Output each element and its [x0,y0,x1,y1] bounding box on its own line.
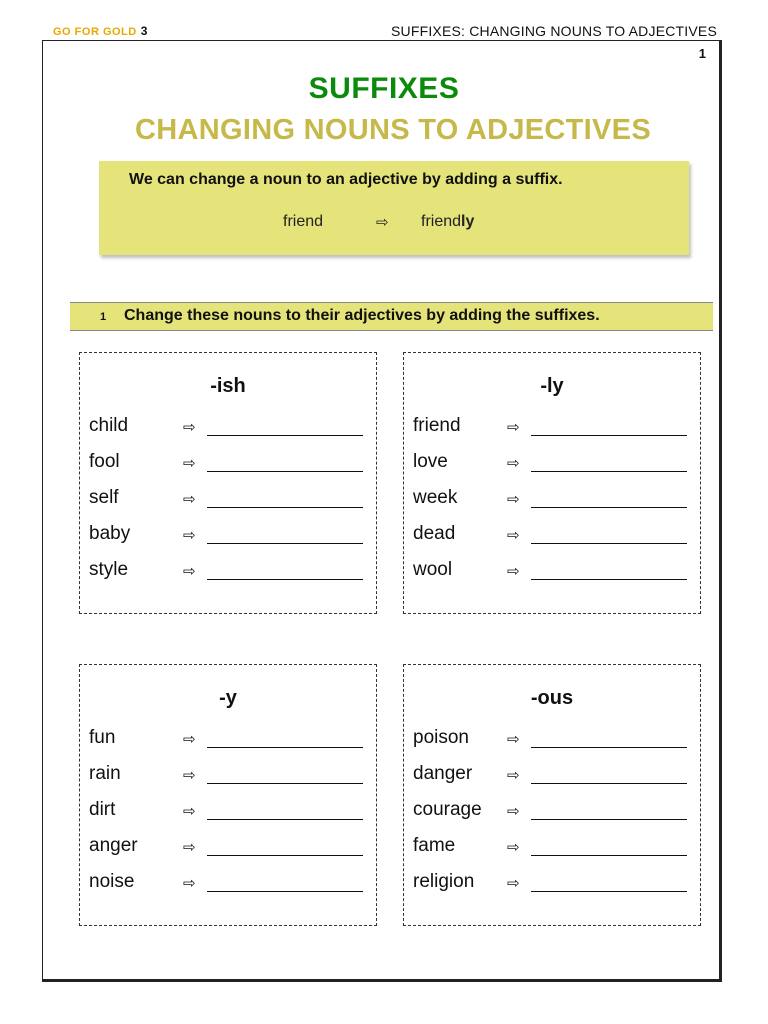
exercise-row [413,835,693,865]
suffix-heading: -ly [540,375,564,397]
example-stem: friend [421,213,462,230]
example-adjective [421,213,474,231]
noun-word: love [413,451,448,472]
exercise-row [89,451,369,481]
arrow-icon: ⇨ [183,839,196,856]
noun-word: fame [413,835,456,856]
arrow-icon: ⇨ [507,491,520,508]
header-brand-line [53,24,147,38]
answer-blank[interactable] [531,819,687,820]
exercise-row [89,871,369,901]
page-title: SUFFIXES [308,72,460,105]
arrow-icon: ⇨ [183,563,196,580]
noun-word: week [413,487,458,508]
noun-word: rain [89,763,121,784]
arrow-icon: ⇨ [183,767,196,784]
answer-blank[interactable] [531,891,687,892]
answer-blank[interactable] [531,579,687,580]
exercise-row [413,523,693,553]
arrow-icon: ⇨ [507,527,520,544]
noun-word: danger [413,763,473,784]
exercise-row [413,415,693,445]
task-number: 1 [100,311,107,323]
noun-word: poison [413,727,469,748]
noun-word: wool [413,559,453,580]
suffix-box-ly [403,352,701,614]
answer-blank[interactable] [531,507,687,508]
arrow-icon: ⇨ [507,455,520,472]
exercise-row [413,451,693,481]
answer-blank[interactable] [207,543,363,544]
noun-word: child [89,415,129,436]
arrow-icon: ⇨ [183,875,196,892]
exercise-row [89,487,369,517]
task-bar [70,302,713,331]
exercise-row [89,763,369,793]
info-box [99,161,689,255]
noun-word: baby [89,523,131,544]
answer-blank[interactable] [207,819,363,820]
noun-word: courage [413,799,482,820]
arrow-icon: ⇨ [507,839,520,856]
brand-label: GO FOR GOLD [53,26,137,38]
noun-word: dead [413,523,456,544]
answer-blank[interactable] [531,435,687,436]
noun-word: style [89,559,129,580]
arrow-icon: ⇨ [376,214,389,231]
suffix-heading: -ish [210,375,246,397]
answer-blank[interactable] [207,435,363,436]
noun-word: friend [413,415,461,436]
exercise-row [89,559,369,589]
suffix-box-y [79,664,377,926]
exercise-row [413,559,693,589]
answer-blank[interactable] [531,471,687,472]
task-instruction: Change these nouns to their adjectives by adding the suffixes. [124,307,600,324]
example-suffix: ly [461,213,475,230]
arrow-icon: ⇨ [183,455,196,472]
exercise-row [89,835,369,865]
answer-blank[interactable] [531,783,687,784]
answer-blank[interactable] [531,543,687,544]
info-text: We can change a noun to an adjective by adding a suffix. [129,171,563,188]
answer-blank[interactable] [207,855,363,856]
arrow-icon: ⇨ [507,419,520,436]
answer-blank[interactable] [207,471,363,472]
suffix-box-ish [79,352,377,614]
arrow-icon: ⇨ [183,527,196,544]
exercise-row [413,727,693,757]
page-subtitle: CHANGING NOUNS TO ADJECTIVES [135,114,651,146]
exercise-row [89,727,369,757]
arrow-icon: ⇨ [183,731,196,748]
noun-word: religion [413,871,475,892]
arrow-icon: ⇨ [183,419,196,436]
page-number: 1 [698,46,706,61]
exercise-row [413,487,693,517]
noun-word: self [89,487,119,508]
answer-blank[interactable] [531,855,687,856]
example-noun: friend [283,213,324,230]
exercise-row [413,763,693,793]
suffix-box-ous [403,664,701,926]
header-topic: SUFFIXES: CHANGING NOUNS TO ADJECTIVES [390,23,717,39]
arrow-icon: ⇨ [507,767,520,784]
suffix-heading: -ous [530,687,574,709]
exercise-row [413,799,693,829]
answer-blank[interactable] [207,747,363,748]
arrow-icon: ⇨ [183,491,196,508]
answer-blank[interactable] [207,891,363,892]
arrow-icon: ⇨ [507,731,520,748]
arrow-icon: ⇨ [507,875,520,892]
noun-word: anger [89,835,138,856]
arrow-icon: ⇨ [183,803,196,820]
answer-blank[interactable] [531,747,687,748]
answer-blank[interactable] [207,783,363,784]
level-number: 3 [140,24,148,38]
noun-word: noise [89,871,135,892]
arrow-icon: ⇨ [507,563,520,580]
arrow-icon: ⇨ [507,803,520,820]
exercise-row [413,871,693,901]
exercise-row [89,523,369,553]
exercise-row [89,415,369,445]
answer-blank[interactable] [207,507,363,508]
noun-word: dirt [89,799,116,820]
answer-blank[interactable] [207,579,363,580]
noun-word: fun [89,727,116,748]
suffix-heading: -y [219,687,237,709]
exercise-row [89,799,369,829]
noun-word: fool [89,451,120,472]
